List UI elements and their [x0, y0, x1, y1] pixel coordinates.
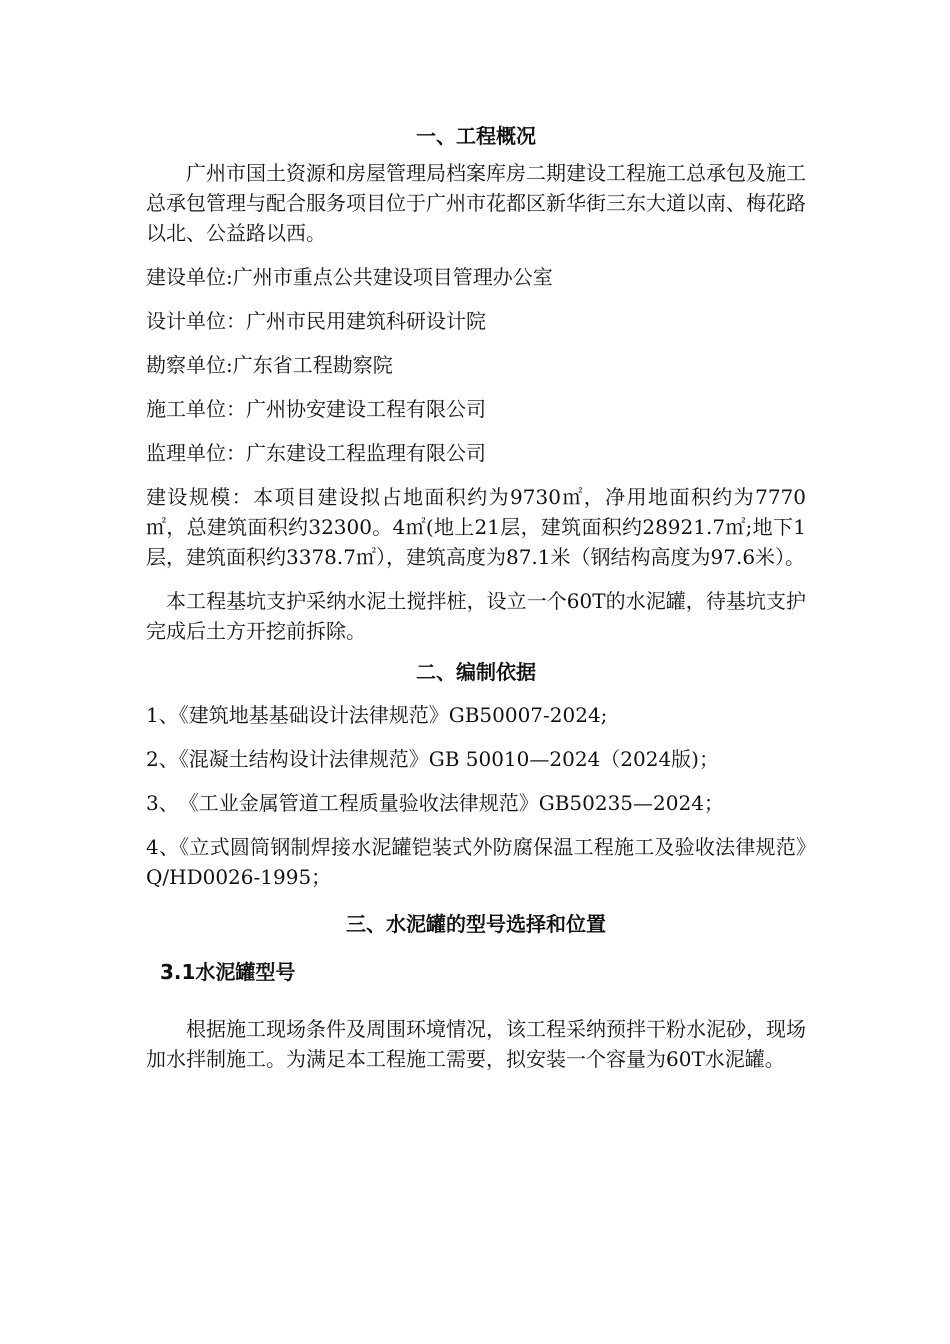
designer-line: 设计单位：广州市民用建筑科研设计院 [146, 309, 486, 333]
owner-line: 建设单位:广州市重点公共建设项目管理办公室 [146, 265, 553, 289]
subsection-3-1-heading: 3.1水泥罐型号 [160, 960, 296, 984]
cement-tank-model-paragraph: 根据施工现场条件及周围环境情况，该工程采纳预拌干粉水泥砂，现场加水拌制施工。为满足本工程施工需要，拟安装一个容量为60T水泥罐。 [146, 1017, 806, 1071]
document-page [146, 118, 806, 1074]
project-intro-paragraph: 广州市国土资源和房屋管理局档案库房二期建设工程施工总承包及施工总承包管理与配合服务项目位于广州市花都区新华街三东大道以南、梅花路以北、公益路以西。 [146, 161, 806, 245]
construction-scale-paragraph: 建设规模：本项目建设拟占地面积约为9730㎡，净用地面积约为7770㎡，总建筑面积约32300。4㎡(地上21层，建筑面积约28921.7㎡;地下1层，建筑面积约3378.7㎡），建筑高度为87.1米（钢结构高度为97.6米）。 [146, 485, 806, 569]
basis-item-2: 2、《混凝土结构设计法律规范》GB 50010—2024（2024版)； [146, 747, 719, 771]
section-2-heading: 二、编制依据 [416, 660, 536, 684]
section-3-heading: 三、水泥罐的型号选择和位置 [346, 912, 606, 936]
foundation-note-paragraph: 本工程基坑支护采纳水泥土搅拌桩，设立一个60T的水泥罐，待基坑支护完成后土方开挖前拆除。 [146, 589, 806, 643]
basis-item-1: 1、《建筑地基基础设计法律规范》GB50007-2024; [146, 703, 608, 727]
surveyor-line: 勘察单位:广东省工程勘察院 [146, 353, 393, 377]
basis-item-4: 4、《立式圆筒钢制焊接水泥罐铠装式外防腐保温工程施工及验收法律规范》Q/HD0026-1995； [146, 835, 806, 889]
basis-item-3: 3、 《工业金属管道工程质量验收法律规范》GB50235—2024； [146, 791, 724, 815]
supervisor-line: 监理单位：广东建设工程监理有限公司 [146, 441, 486, 465]
contractor-line: 施工单位：广州协安建设工程有限公司 [146, 397, 486, 421]
section-1-heading: 一、工程概况 [416, 124, 536, 148]
